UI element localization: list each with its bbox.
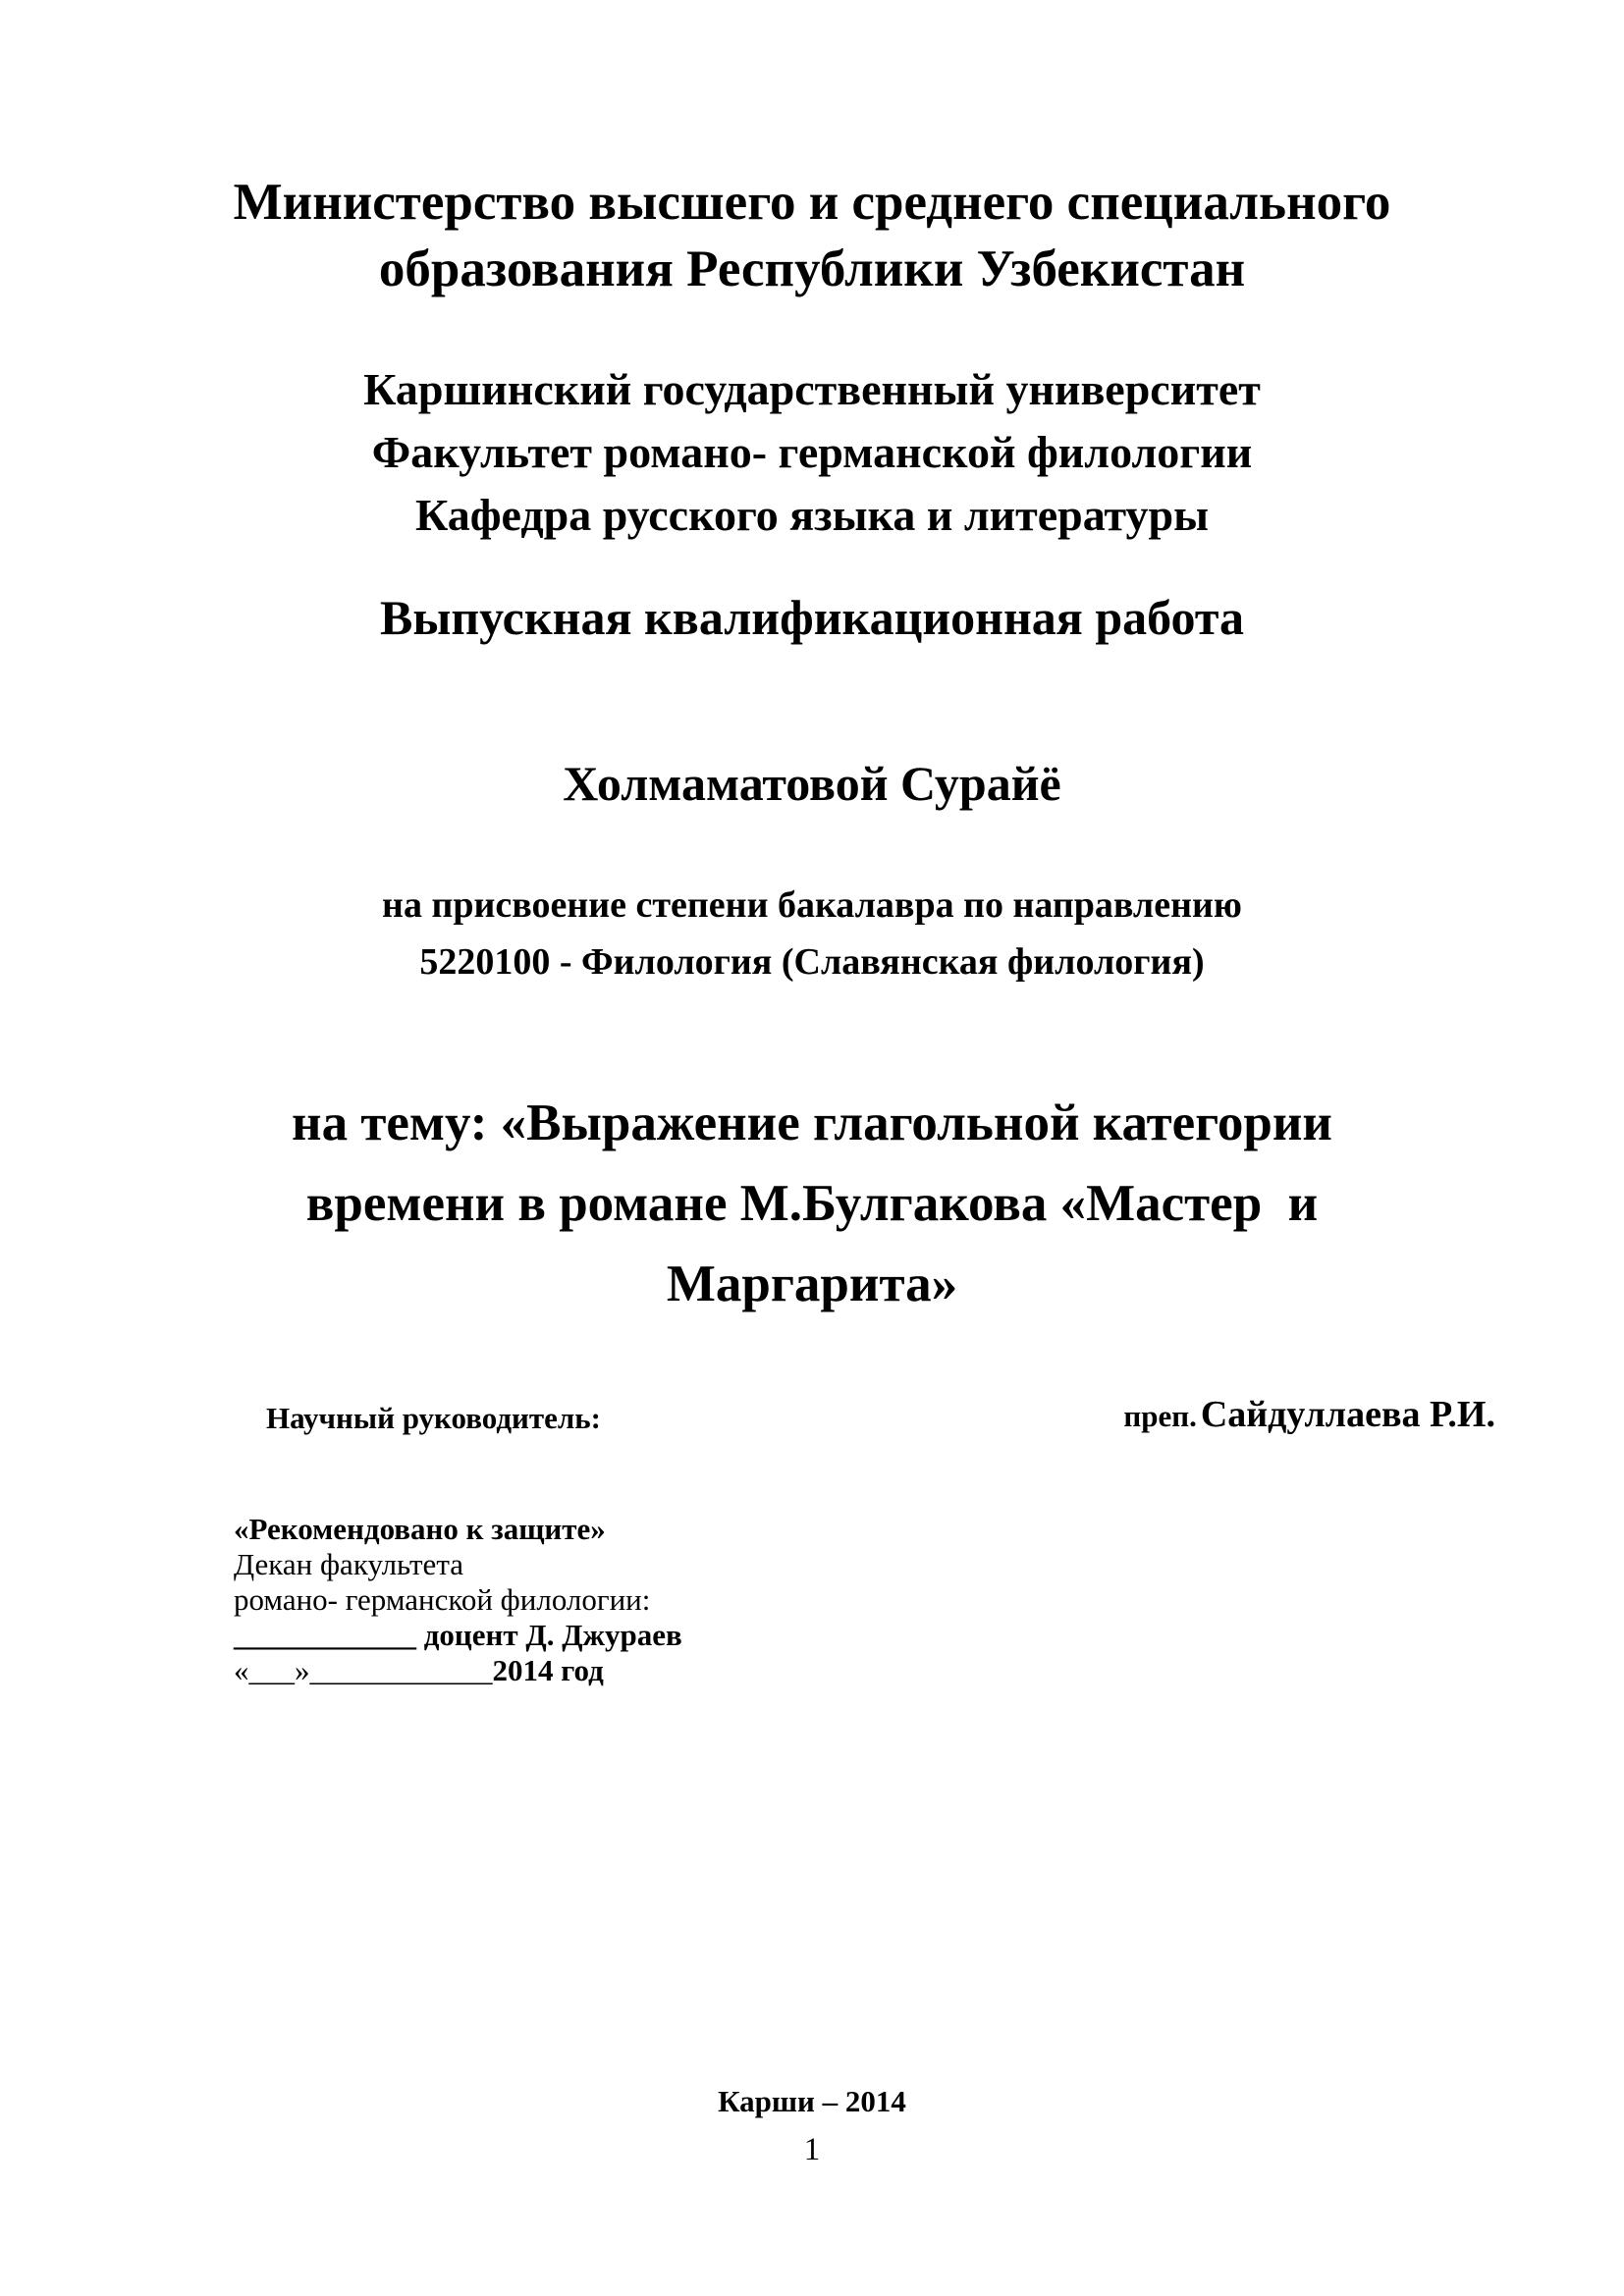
dean-faculty: романо- германской филологии: bbox=[234, 1582, 651, 1617]
degree-block bbox=[0, 877, 1624, 990]
degree-line-2: 5220100 - Филология (Славянская филология) bbox=[419, 941, 1205, 983]
signature-row bbox=[234, 1618, 682, 1653]
city-year: Карши – 2014 bbox=[718, 2084, 906, 2118]
supervisor-row bbox=[0, 1393, 1624, 1442]
author-block bbox=[0, 752, 1624, 815]
ministry-line-2: образования Республики Узбекистан bbox=[378, 240, 1246, 297]
author-name: Холмаматовой Сурайё bbox=[563, 756, 1061, 811]
dean-title: Декан факультета bbox=[234, 1547, 463, 1581]
supervisor-name: Сайдуллаева Р.И. bbox=[1200, 1394, 1495, 1435]
ministry-heading bbox=[0, 169, 1624, 302]
supervisor-name-group bbox=[1123, 1393, 1495, 1436]
date-day-blank: «___» bbox=[234, 1653, 310, 1687]
date-month-blank: ____________ bbox=[309, 1653, 493, 1687]
supervisor-title-prefix: преп. bbox=[1123, 1399, 1197, 1433]
thesis-title bbox=[0, 586, 1624, 649]
department-name: Кафедра русского языка и литературы bbox=[414, 490, 1210, 540]
topic-block bbox=[0, 1083, 1624, 1324]
page-number: 1 bbox=[803, 2132, 821, 2167]
supervisor-label: Научный руководитель: bbox=[266, 1401, 601, 1435]
topic-line-1: на тему: «Выражение глагольной категории bbox=[292, 1095, 1332, 1151]
faculty-name: Факультет романо- германской филологии bbox=[371, 427, 1253, 477]
degree-line-1: на присвоение степени бакалавра по направлению bbox=[382, 884, 1242, 926]
topic-line-3: Маргарита» bbox=[666, 1255, 958, 1312]
university-block bbox=[0, 358, 1624, 547]
topic-line-2: времени в романе М.Булгакова «Мастер и bbox=[305, 1175, 1319, 1232]
date-year: 2014 год bbox=[492, 1653, 604, 1687]
signature-line: ____________ bbox=[234, 1618, 416, 1652]
recommendation-heading: «Рекомендовано к защите» bbox=[234, 1512, 606, 1546]
date-row bbox=[234, 1653, 682, 1688]
recommendation-block bbox=[234, 1512, 682, 1688]
signatory-name: доцент Д. Джураев bbox=[416, 1618, 682, 1652]
ministry-line-1: Министерство высшего и среднего специального bbox=[233, 174, 1391, 231]
university-name: Каршинский государственный университет bbox=[363, 364, 1261, 414]
thesis-title-text: Выпускная квалификационная работа bbox=[379, 590, 1245, 645]
